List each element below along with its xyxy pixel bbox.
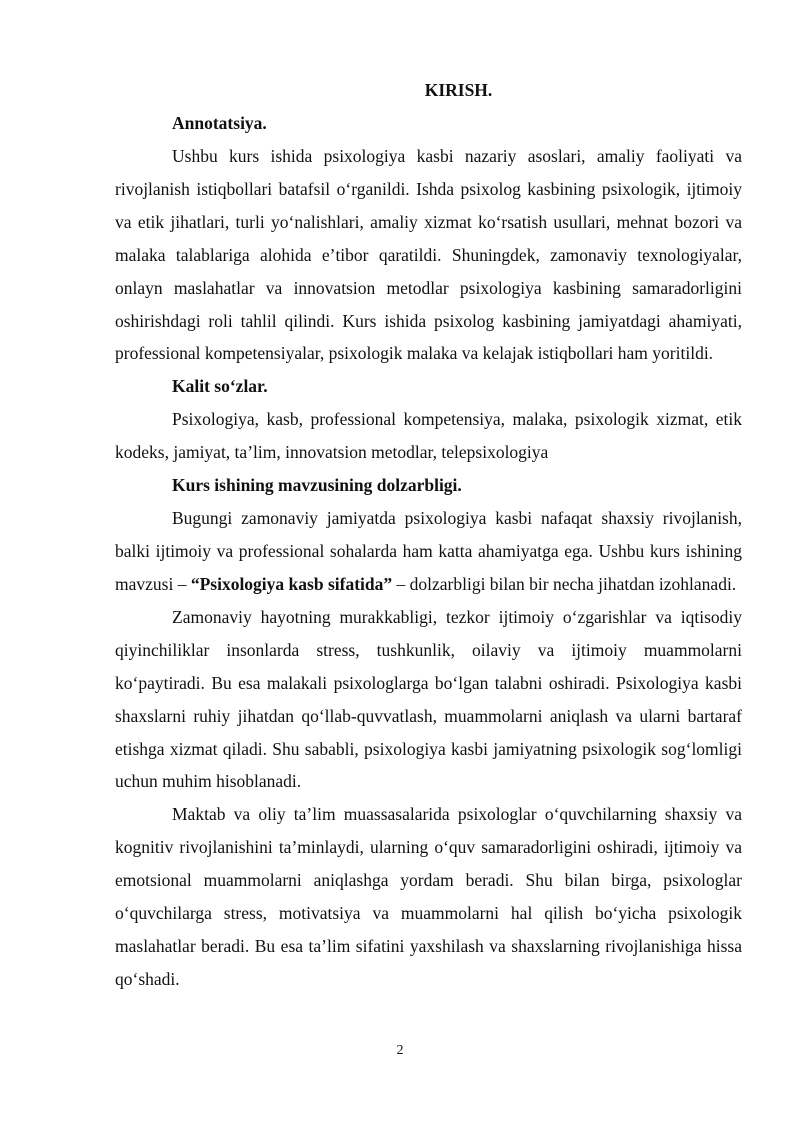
relevance-paragraph-1 xyxy=(115,502,742,601)
relevance-heading: Kurs ishining mavzusining dolzarbligi. xyxy=(172,475,462,496)
relevance-paragraph-1-end: – dolzarbligi bilan bir necha jihatdan izohlanadi. xyxy=(392,573,737,594)
document-page xyxy=(115,74,742,996)
page-number: 2 xyxy=(396,1043,404,1058)
relevance-paragraph-3: Maktab va oliy taʼlim muassasalarida psixologlar oʻquvchilarning shaxsiy va kognitiv rivojlanishini taʼminlaydi, ularning oʻquv samaradorligini oshiradi, ijtimoiy va emotsional muammolarni aniqlashga yordam beradi. Shu bilan birga, psixologlar oʻquvchilarga stress, motivatsiya va muammolarni hal qilish boʻyicha psixologik maslahatlar beradi. Bu esa taʼlim sifatini yaxshilash va shaxslarning rivojlanishiga hissa qoʻshadi. xyxy=(115,804,742,989)
page-title: KIRISH. xyxy=(424,80,493,100)
relevance-paragraph-2: Zamonaviy hayotning murakkabligi, tezkor ijtimoiy oʻzgarishlar va iqtisodiy qiyinchiliklar insonlarda stress, tushkunlik, oilaviy va ijtimoiy muammolarni koʻpaytiradi. Bu esa malakali psixologlarga boʻlgan talabni oshiradi. Psixologiya kasbi shaxslarni ruhiy jihatdan qoʻllab-quvvatlash, muammolarni aniqlash va ularni bartaraf etishga xizmat qiladi. Shu sababli, psixologiya kasbi jamiyatning psixologik sogʻlomligi uchun muhim hisoblanadi. xyxy=(115,606,742,792)
course-topic-title: “Psixologiya kasb sifatida” xyxy=(190,573,393,594)
relevance-paragraph-1-start: Bugungi zamonaviy jamiyatda psixologiya kasbi nafaqat shaxsiy rivojlanish, balki ijtimoiy va professional sohalarda ham katta ahamiyatga ega. Ushbu kurs ishining mavzusi – xyxy=(115,508,742,594)
keywords-heading: Kalit soʻzlar. xyxy=(172,376,268,397)
keywords-paragraph: Psixologiya, kasb, professional kompetensiya, malaka, psixologik xizmat, etik kodeks, jamiyat, taʼlim, innovatsion metodlar, telepsixologiya xyxy=(115,409,742,463)
annotation-paragraph: Ushbu kurs ishida psixologiya kasbi nazariy asoslari, amaliy faoliyati va rivojlanish istiqbollari batafsil oʻrganildi. Ishda psixolog kasbining psixologik, ijtimoiy va etik jihatlari, turli yoʻnalishlari, amaliy xizmat koʻrsatish usullari, mehnat bozori va malaka talablariga alohida eʼtibor qaratildi. Shuningdek, zamonaviy texnologiyalar, onlayn maslahatlar va innovatsion metodlar psixologiya kasbining samaradorligini oshirishdagi roli tahlil qilindi. Kurs ishida psixolog kasbining jamiyatdagi ahamiyati, professional kompetensiyalar, psixologik malaka va kelajak istiqbollari ham yoritildi. xyxy=(115,146,742,364)
annotation-heading: Annotatsiya. xyxy=(172,113,267,133)
